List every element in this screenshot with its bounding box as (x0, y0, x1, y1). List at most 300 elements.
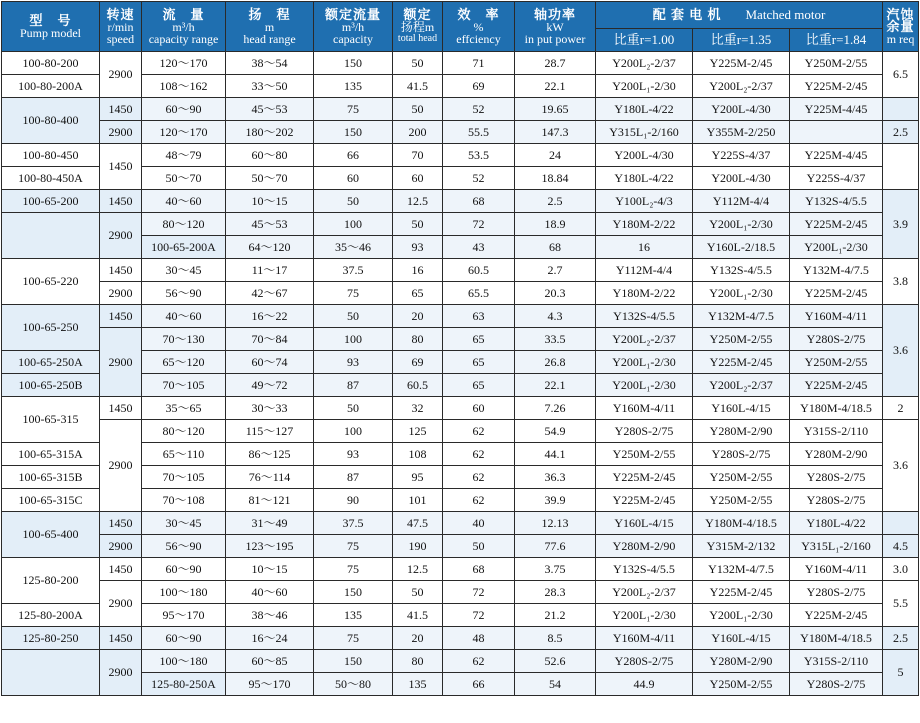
cell-pump-model: 100-65-220 (2, 259, 100, 305)
cell-motor-sg1: Y200L₂-2/37 (596, 581, 693, 604)
cell-motor-sg2: Y180M-4/18.5 (693, 512, 790, 535)
cell-motor-sg3: Y225M-2/45 (790, 75, 883, 98)
cell-rated-capacity: 135 (314, 75, 393, 98)
cell-input-power: 33.5 (515, 328, 596, 351)
cell-input-power: 2.7 (515, 259, 596, 282)
cell-input-power: 44.1 (515, 443, 596, 466)
cell-motor-sg1: Y132S-4/5.5 (596, 558, 693, 581)
cell-motor-sg1: Y160L-2/18.5 (693, 236, 790, 259)
cell-head-range: 49～72 (226, 374, 314, 397)
cell-motor-sg2: Y200L₂-2/37 (693, 374, 790, 397)
table-row (2, 144, 919, 167)
cell-input-power: 12.13 (515, 512, 596, 535)
cell-motor-sg2: Y250M-2/55 (693, 489, 790, 512)
cell-motor-sg1: Y200L-4/30 (596, 144, 693, 167)
cell-rated-capacity: 50 (314, 190, 393, 213)
cell-speed: 1450 (100, 397, 142, 420)
cell-capacity-range: 56～90 (142, 282, 226, 305)
cell-pump-model: 125-80-250A (142, 673, 226, 696)
cell-rated-head: 47.5 (393, 512, 443, 535)
cell-motor-sg1: Y132S-4/5.5 (596, 305, 693, 328)
cell-efficiency: 63 (443, 305, 515, 328)
cell-rated-capacity: 75 (314, 627, 393, 650)
cell-rated-capacity: 37.5 (314, 512, 393, 535)
cell-efficiency: 60 (443, 397, 515, 420)
cell-efficiency: 69 (443, 75, 515, 98)
cell-speed: 1450 (100, 627, 142, 650)
table-body (2, 52, 919, 696)
table-row (2, 328, 919, 351)
cell-capacity-range: 95～170 (226, 673, 314, 696)
cell-motor-sg2: Y200L₂-2/37 (693, 75, 790, 98)
cell-rated-head: 41.5 (393, 604, 443, 627)
cell-motor-sg1: Y160M-4/11 (596, 627, 693, 650)
cell-efficiency: 62 (443, 489, 515, 512)
cell-pump-model: 100-80-450 (2, 144, 100, 167)
cell-efficiency: 52 (443, 98, 515, 121)
cell-capacity-range: 65～120 (142, 351, 226, 374)
cell-motor-sg3: Y132S-4/5.5 (790, 190, 883, 213)
cell-capacity-range: 35～65 (142, 397, 226, 420)
cell-capacity-range: 100～180 (142, 650, 226, 673)
cell-motor-sg3: Y180M-4/18.5 (790, 627, 883, 650)
cell-efficiency: 48 (443, 627, 515, 650)
cell-input-power: 36.3 (515, 466, 596, 489)
cell-capacity-range: 120～170 (142, 52, 226, 75)
cell-motor-sg3: Y180M-4/18.5 (790, 397, 883, 420)
cell-motor-sg2: Y200L-4/30 (693, 98, 790, 121)
cell-pump-model: 125-80-200 (2, 558, 100, 604)
cell-motor-sg2: Y280M-2/90 (693, 650, 790, 673)
cell-input-power: 28.3 (515, 581, 596, 604)
cell-motor-sg3: Y315S-2/110 (790, 420, 883, 443)
cell-motor-sg1: Y180L-4/22 (596, 98, 693, 121)
cell-rated-head: 16 (393, 259, 443, 282)
cell-rated-head: 95 (393, 466, 443, 489)
cell-motor-sg1: Y180M-2/22 (596, 213, 693, 236)
cell-speed: 2900 (100, 121, 142, 144)
cell-motor-sg2: Y160L-4/15 (693, 397, 790, 420)
cell-rated-head: 41.5 (393, 75, 443, 98)
cell-capacity-range: 30～45 (142, 259, 226, 282)
cell-motor-sg3: Y280S-2/75 (790, 328, 883, 351)
cell-efficiency: 68 (515, 236, 596, 259)
cell-capacity-range: 56～90 (142, 535, 226, 558)
cell-rated-capacity: 87 (314, 374, 393, 397)
cell-rated-capacity: 93 (393, 236, 443, 259)
cell-pump-model: 100-65-315C (2, 489, 100, 512)
cell-efficiency: 65 (443, 328, 515, 351)
cell-motor-sg3: Y315S-2/110 (790, 650, 883, 673)
cell-input-power: 18.9 (515, 213, 596, 236)
cell-motor-sg3: Y280S-2/75 (790, 581, 883, 604)
cell-efficiency: 65.5 (443, 282, 515, 305)
cell-input-power: 77.6 (515, 535, 596, 558)
cell-rated-capacity: 93 (314, 351, 393, 374)
cell-rated-head: 108 (393, 443, 443, 466)
cell-head-range: 42～67 (226, 282, 314, 305)
header-speed: 转速 r/min speed (100, 2, 142, 52)
cell-motor-sg1: Y200L₂-2/37 (596, 52, 693, 75)
cell-npsh: 5 (883, 650, 919, 696)
cell-pump-model: 100-65-400 (2, 512, 100, 558)
cell-head-range: 50～70 (226, 167, 314, 190)
cell-rated-capacity: 93 (314, 443, 393, 466)
cell-capacity-range: 70～105 (142, 466, 226, 489)
cell-speed: 1450 (100, 305, 142, 328)
cell-rated-head: 101 (393, 489, 443, 512)
cell-npsh: 5.5 (883, 581, 919, 627)
cell-motor-sg1: Y280S-2/75 (596, 650, 693, 673)
cell-rated-capacity: 90 (314, 489, 393, 512)
cell-motor-sg3: Y180L-4/22 (790, 512, 883, 535)
cell-input-power: 54.9 (515, 420, 596, 443)
cell-npsh: 3.9 (883, 190, 919, 259)
cell-capacity-range: 65～110 (142, 443, 226, 466)
cell-speed: 2900 (100, 420, 142, 512)
table-row (2, 650, 919, 673)
cell-head-range: 40～60 (226, 581, 314, 604)
cell-motor-sg3: Y225M-2/45 (790, 282, 883, 305)
cell-motor-sg3: Y280S-2/75 (790, 466, 883, 489)
cell-rated-capacity: 75 (314, 282, 393, 305)
cell-capacity-range: 70～105 (142, 374, 226, 397)
header-efficiency: 效 率 % effciency (443, 2, 515, 52)
cell-pump-model: 100-65-250 (2, 305, 100, 351)
cell-rated-capacity: 150 (314, 581, 393, 604)
table-row (2, 282, 919, 305)
cell-efficiency: 53.5 (443, 144, 515, 167)
cell-motor-sg3: Y132M-4/7.5 (790, 259, 883, 282)
cell-input-power: 16 (596, 236, 693, 259)
cell-capacity-range: 60～90 (142, 98, 226, 121)
cell-motor-sg2: Y132M-4/7.5 (693, 305, 790, 328)
table-row (2, 512, 919, 535)
cell-motor-sg2: Y200L₁-2/30 (693, 604, 790, 627)
cell-npsh: 2.5 (883, 121, 919, 144)
cell-npsh: 6.5 (883, 52, 919, 98)
cell-head-range: 16～24 (226, 627, 314, 650)
cell-motor-sg2: Y200L-4/30 (693, 167, 790, 190)
cell-rated-capacity: 50 (314, 397, 393, 420)
cell-motor-sg3: Y250M-2/55 (790, 52, 883, 75)
cell-speed: 2900 (100, 535, 142, 558)
cell-rated-head: 12.5 (393, 558, 443, 581)
header-capacity-range: 流 量 m³/h capacity range (142, 2, 226, 52)
cell-speed: 2900 (100, 213, 142, 259)
cell-efficiency: 72 (443, 213, 515, 236)
cell-capacity-range: 120～170 (142, 121, 226, 144)
cell-motor-sg3: Y225M-2/45 (790, 374, 883, 397)
cell-capacity-range: 50～70 (142, 167, 226, 190)
cell-motor-sg2: Y355M-2/250 (693, 121, 790, 144)
cell-pump-model: 100-65-200A (142, 236, 226, 259)
cell-rated-head: 70 (393, 144, 443, 167)
cell-motor-sg1: Y180M-2/22 (596, 282, 693, 305)
cell-efficiency: 65 (443, 351, 515, 374)
cell-motor-sg2: Y160L-4/15 (693, 627, 790, 650)
table-row (2, 581, 919, 604)
cell-motor-sg3: Y250M-2/55 (790, 351, 883, 374)
cell-input-power: 21.2 (515, 604, 596, 627)
cell-head-range: 180～202 (226, 121, 314, 144)
cell-speed: 2900 (100, 282, 142, 305)
cell-input-power: 20.3 (515, 282, 596, 305)
cell-efficiency: 62 (443, 420, 515, 443)
cell-motor-sg3: Y225M-2/45 (790, 604, 883, 627)
cell-npsh: 3.0 (883, 558, 919, 581)
cell-rated-head: 200 (393, 121, 443, 144)
cell-motor-sg2: Y225M-2/45 (693, 351, 790, 374)
cell-head-range: 50～80 (314, 673, 393, 696)
cell-speed: 1450 (100, 144, 142, 190)
table-row (2, 190, 919, 213)
cell-efficiency: 71 (443, 52, 515, 75)
cell-motor-sg2: Y112M-4/4 (693, 190, 790, 213)
cell-motor-sg3: Y280S-2/75 (790, 489, 883, 512)
cell-pump-model: 100-65-250B (2, 374, 100, 397)
cell-rated-head: 80 (393, 650, 443, 673)
cell-speed: 1450 (100, 98, 142, 121)
cell-rated-head: 43 (443, 236, 515, 259)
cell-input-power: 39.9 (515, 489, 596, 512)
cell-efficiency: 40 (443, 512, 515, 535)
cell-input-power: 147.3 (515, 121, 596, 144)
cell-rated-capacity: 75 (314, 98, 393, 121)
cell-motor-sg1: Y225M-2/45 (596, 489, 693, 512)
header-rated-head: 额定 扬程m total head (393, 2, 443, 52)
cell-capacity-range: 95～170 (142, 604, 226, 627)
cell-rated-head: 50 (393, 213, 443, 236)
cell-pump-model: 100-65-200 (2, 190, 100, 213)
cell-motor-sg3: Y225M-4/45 (790, 98, 883, 121)
cell-rated-capacity: 150 (314, 121, 393, 144)
cell-motor-sg2: Y200L₁-2/30 (693, 213, 790, 236)
cell-head-range: 76～114 (226, 466, 314, 489)
cell-speed: 1450 (100, 558, 142, 581)
cell-motor-sg2: Y132M-4/7.5 (693, 558, 790, 581)
cell-motor-sg1: Y225M-2/45 (596, 466, 693, 489)
cell-pump-model: 100-80-450A (2, 167, 100, 190)
cell-motor-sg3: Y225S-4/37 (790, 167, 883, 190)
cell-rated-head: 66 (443, 673, 515, 696)
cell-motor-sg3: Y225M-2/45 (790, 213, 883, 236)
cell-rated-capacity: 100 (314, 420, 393, 443)
cell-speed: 2900 (100, 650, 142, 696)
cell-pump-model: 100-80-200A (2, 75, 100, 98)
cell-motor-sg1: Y280M-2/90 (596, 535, 693, 558)
cell-motor-sg2: Y225S-4/37 (693, 144, 790, 167)
cell-efficiency: 72 (443, 581, 515, 604)
cell-head-range: 38～46 (226, 604, 314, 627)
cell-pump-model: 100-80-400 (2, 98, 100, 144)
cell-head-range: 115～127 (226, 420, 314, 443)
cell-input-power: 3.75 (515, 558, 596, 581)
cell-rated-capacity: 66 (314, 144, 393, 167)
cell-efficiency: 52 (443, 167, 515, 190)
cell-input-power: 22.1 (515, 374, 596, 397)
cell-efficiency: 50 (443, 535, 515, 558)
cell-capacity-range: 70～130 (142, 328, 226, 351)
cell-speed: 2900 (100, 328, 142, 397)
cell-npsh: 2 (883, 397, 919, 420)
cell-efficiency: 60.5 (443, 259, 515, 282)
cell-pump-model: 125-80-250 (2, 627, 100, 650)
cell-speed: 1450 (100, 512, 142, 535)
cell-head-range: 10～15 (226, 190, 314, 213)
cell-capacity-range: 64～120 (226, 236, 314, 259)
header-motor-sg-1.00: 比重r=1.00 (596, 29, 693, 52)
cell-rated-head: 20 (393, 627, 443, 650)
cell-speed: 1450 (100, 190, 142, 213)
table-row (2, 305, 919, 328)
cell-pump-model: 125-80-200A (2, 604, 100, 627)
cell-head-range: 33～50 (226, 75, 314, 98)
cell-pump-model (2, 650, 100, 696)
cell-capacity-range: 40～60 (142, 190, 226, 213)
cell-head-range: 60～80 (226, 144, 314, 167)
cell-rated-capacity: 75 (314, 535, 393, 558)
cell-motor-sg1: Y250M-2/55 (596, 443, 693, 466)
cell-npsh (883, 512, 919, 535)
cell-capacity-range: 40～60 (142, 305, 226, 328)
cell-head-range: 35～46 (314, 236, 393, 259)
cell-efficiency: 68 (443, 190, 515, 213)
cell-input-power: 52.6 (515, 650, 596, 673)
cell-motor-sg1: Y200L₁-2/30 (596, 75, 693, 98)
table-row (2, 98, 919, 121)
cell-input-power: 22.1 (515, 75, 596, 98)
cell-npsh: 3.8 (883, 259, 919, 305)
cell-capacity-range: 80～120 (142, 213, 226, 236)
cell-rated-capacity: 100 (314, 213, 393, 236)
cell-head-range: 16～22 (226, 305, 314, 328)
table-row (2, 52, 919, 75)
cell-capacity-range: 48～79 (142, 144, 226, 167)
cell-efficiency: 62 (443, 650, 515, 673)
cell-motor-sg2: Y315M-2/132 (693, 535, 790, 558)
cell-rated-head: 69 (393, 351, 443, 374)
cell-npsh: 4.5 (883, 535, 919, 558)
cell-pump-model: 100-65-315 (2, 397, 100, 443)
cell-input-power: 2.5 (515, 190, 596, 213)
cell-motor-sg2: Y250M-2/55 (693, 328, 790, 351)
cell-head-range: 45～53 (226, 213, 314, 236)
cell-head-range: 10～15 (226, 558, 314, 581)
cell-motor-sg1: Y200L₁-2/30 (596, 374, 693, 397)
cell-head-range: 86～125 (226, 443, 314, 466)
cell-input-power: 28.7 (515, 52, 596, 75)
cell-motor-sg1: Y200L₁-2/30 (596, 604, 693, 627)
cell-capacity-range: 70～108 (142, 489, 226, 512)
cell-capacity-range: 30～45 (142, 512, 226, 535)
cell-motor-sg3 (790, 121, 883, 144)
cell-rated-capacity: 50 (314, 305, 393, 328)
cell-capacity-range: 100～180 (142, 581, 226, 604)
cell-input-power: 26.8 (515, 351, 596, 374)
cell-motor-sg1: Y200L₂-2/37 (596, 328, 693, 351)
cell-motor-sg2: Y200L₁-2/30 (693, 282, 790, 305)
cell-head-range: 11～17 (226, 259, 314, 282)
cell-motor-sg1: Y250M-2/55 (693, 673, 790, 696)
cell-rated-capacity: 135 (393, 673, 443, 696)
cell-rated-capacity: 100 (314, 328, 393, 351)
cell-rated-capacity: 150 (314, 650, 393, 673)
cell-capacity-range: 108～162 (142, 75, 226, 98)
cell-rated-head: 32 (393, 397, 443, 420)
cell-input-power: 7.26 (515, 397, 596, 420)
cell-pump-model: 100-65-315B (2, 466, 100, 489)
table-row (2, 259, 919, 282)
header-head-range: 扬 程 m head range (226, 2, 314, 52)
cell-motor-sg3: Y315L₁-2/160 (790, 535, 883, 558)
cell-motor-sg1: Y200L₁-2/30 (596, 351, 693, 374)
cell-rated-capacity: 37.5 (314, 259, 393, 282)
cell-head-range: 45～53 (226, 98, 314, 121)
cell-head-range: 70～84 (226, 328, 314, 351)
cell-efficiency: 54 (515, 673, 596, 696)
cell-efficiency: 62 (443, 443, 515, 466)
table-row (2, 558, 919, 581)
cell-rated-head: 50 (393, 98, 443, 121)
cell-rated-head: 80 (393, 328, 443, 351)
cell-motor-sg1: Y160M-4/11 (596, 397, 693, 420)
cell-head-range: 60～74 (226, 351, 314, 374)
cell-rated-capacity: 87 (314, 466, 393, 489)
cell-motor-sg2: Y200L₁-2/30 (790, 236, 883, 259)
cell-motor-sg1: Y100L₂-4/3 (596, 190, 693, 213)
cell-input-power: 19.65 (515, 98, 596, 121)
cell-rated-head: 125 (393, 420, 443, 443)
cell-npsh: 3.6 (883, 305, 919, 397)
cell-head-range: 30～33 (226, 397, 314, 420)
cell-head-range: 123～195 (226, 535, 314, 558)
cell-motor-sg2: Y225M-2/45 (693, 581, 790, 604)
cell-rated-head: 190 (393, 535, 443, 558)
cell-motor-sg1: Y160L-4/15 (596, 512, 693, 535)
pump-performance-table (1, 1, 919, 696)
cell-pump-model (2, 213, 100, 259)
cell-rated-capacity: 150 (314, 52, 393, 75)
cell-motor-sg2: Y280S-2/75 (790, 673, 883, 696)
header-motor-sg-1.35: 比重r=1.35 (693, 29, 790, 52)
cell-rated-head: 60.5 (393, 374, 443, 397)
cell-speed: 2900 (100, 52, 142, 98)
cell-rated-capacity: 135 (314, 604, 393, 627)
cell-head-range: 60～85 (226, 650, 314, 673)
cell-rated-head: 20 (393, 305, 443, 328)
cell-rated-head: 50 (393, 581, 443, 604)
cell-motor-sg2: Y250M-2/55 (693, 466, 790, 489)
cell-rated-head: 50 (393, 52, 443, 75)
cell-capacity-range: 60～90 (142, 558, 226, 581)
cell-input-power: 4.3 (515, 305, 596, 328)
cell-input-power: 24 (515, 144, 596, 167)
cell-capacity-range: 80～120 (142, 420, 226, 443)
cell-head-range: 81～121 (226, 489, 314, 512)
cell-efficiency: 62 (443, 466, 515, 489)
cell-motor-sg2: Y132S-4/5.5 (693, 259, 790, 282)
cell-motor-sg1: Y112M-4/4 (596, 259, 693, 282)
table-row (2, 420, 919, 443)
cell-rated-head: 60 (393, 167, 443, 190)
cell-capacity-range: 60～90 (142, 627, 226, 650)
cell-pump-model: 100-65-250A (2, 351, 100, 374)
header-input-power: 轴功率 kW in put power (515, 2, 596, 52)
cell-motor-sg3: Y160M-4/11 (790, 305, 883, 328)
cell-npsh: 3.6 (883, 420, 919, 512)
cell-head-range: 31～49 (226, 512, 314, 535)
